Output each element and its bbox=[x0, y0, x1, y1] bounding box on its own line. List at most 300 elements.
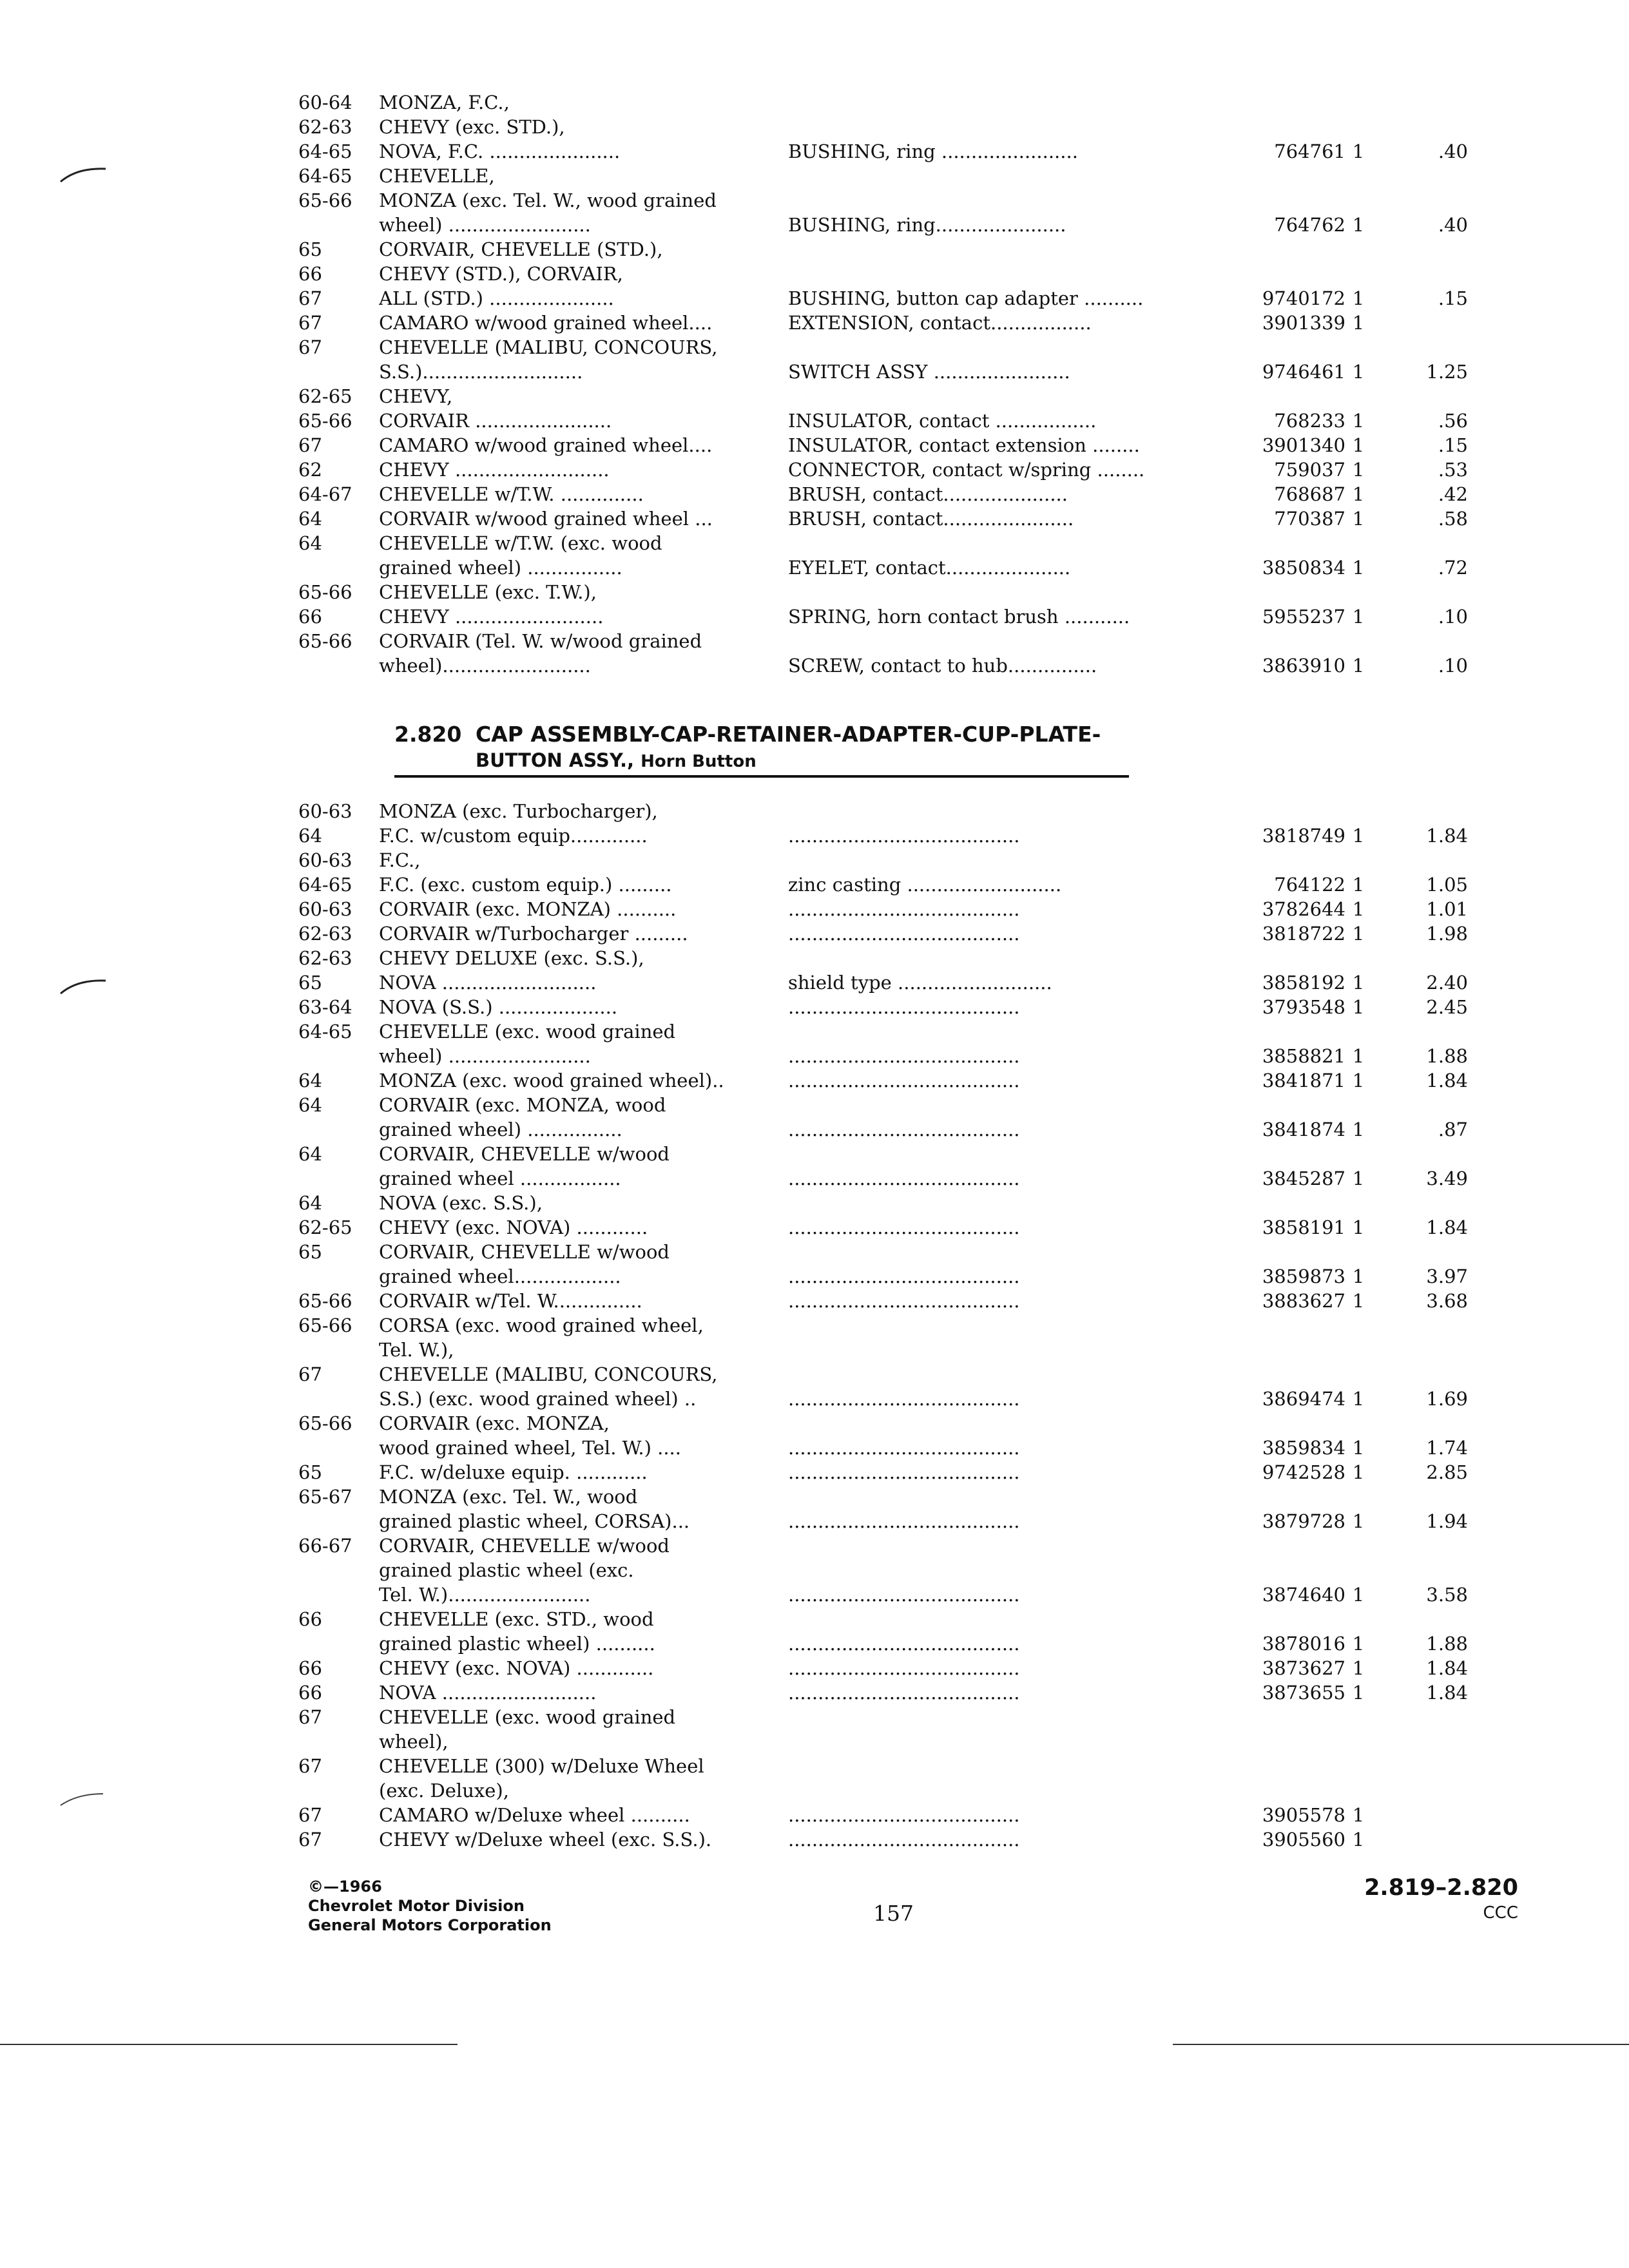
model-year: 62 bbox=[298, 459, 322, 481]
section-title: CAP ASSEMBLY-CAP-RETAINER-ADAPTER-CUP-PLATE- bbox=[476, 722, 1101, 747]
price: 1.84 bbox=[1426, 1216, 1468, 1238]
quantity: 1 bbox=[1352, 434, 1365, 456]
part-description: ....................................... bbox=[788, 923, 1020, 945]
model-application: CORVAIR w/Tel. W............... bbox=[379, 1290, 642, 1312]
model-application: CORVAIR w/Turbocharger ......... bbox=[379, 923, 688, 945]
price: 1.98 bbox=[1426, 923, 1468, 945]
price: 3.68 bbox=[1426, 1290, 1468, 1312]
part-description: ....................................... bbox=[788, 1045, 1020, 1067]
price: 3.58 bbox=[1426, 1584, 1468, 1606]
table-row bbox=[298, 1680, 1484, 1705]
model-year: 62-63 bbox=[298, 923, 352, 945]
part-number: 9742528 bbox=[1262, 1461, 1345, 1483]
table-row bbox=[298, 1117, 1484, 1142]
table-row bbox=[298, 1754, 1484, 1778]
quantity: 1 bbox=[1352, 825, 1365, 847]
part-description: ....................................... bbox=[788, 1119, 1020, 1140]
table-row bbox=[298, 1485, 1484, 1509]
table-row bbox=[298, 1607, 1484, 1631]
part-number: 3874640 bbox=[1262, 1584, 1345, 1606]
price: 1.25 bbox=[1426, 361, 1468, 383]
model-year: 64 bbox=[298, 1070, 322, 1091]
model-year: 64-65 bbox=[298, 874, 352, 896]
part-description: EXTENSION, contact................. bbox=[788, 312, 1092, 334]
model-application: grained plastic wheel (exc. bbox=[379, 1559, 634, 1581]
model-application: NOVA .......................... bbox=[379, 972, 597, 994]
price: .42 bbox=[1438, 483, 1468, 505]
model-year: 64-67 bbox=[298, 483, 352, 505]
table-row bbox=[298, 1631, 1484, 1656]
quantity: 1 bbox=[1352, 923, 1365, 945]
model-application: grained wheel) ................ bbox=[379, 1119, 622, 1140]
table-row bbox=[298, 237, 1484, 262]
table-row bbox=[298, 1313, 1484, 1338]
model-year: 67 bbox=[298, 1829, 322, 1850]
table-row bbox=[298, 311, 1484, 335]
quantity: 1 bbox=[1352, 459, 1365, 481]
table-row bbox=[298, 1705, 1484, 1729]
model-application: CORSA (exc. wood grained wheel, bbox=[379, 1314, 704, 1336]
page-number: 157 bbox=[873, 1901, 914, 1926]
model-year: 65 bbox=[298, 1461, 322, 1483]
part-number: 3858821 bbox=[1262, 1045, 1345, 1067]
part-description: zinc casting .......................... bbox=[788, 874, 1062, 896]
division-name: Chevrolet Motor Division bbox=[308, 1897, 525, 1915]
part-description: ....................................... bbox=[788, 1216, 1020, 1238]
price: .15 bbox=[1438, 287, 1468, 309]
quantity: 1 bbox=[1352, 1070, 1365, 1091]
model-application: CORVAIR, CHEVELLE w/wood bbox=[379, 1535, 670, 1557]
part-description: ....................................... bbox=[788, 1265, 1020, 1287]
part-description: ....................................... bbox=[788, 1388, 1020, 1410]
model-year: 60-64 bbox=[298, 91, 352, 113]
model-year: 67 bbox=[298, 434, 322, 456]
table-row bbox=[298, 799, 1484, 823]
model-application: (exc. Deluxe), bbox=[379, 1780, 509, 1802]
binder-mark-1 bbox=[58, 161, 110, 187]
part-number: 3869474 bbox=[1262, 1388, 1345, 1410]
scan-edge-left bbox=[0, 2044, 458, 2045]
price: 1.01 bbox=[1426, 898, 1468, 920]
part-number: 3878016 bbox=[1262, 1633, 1345, 1655]
model-year: 65 bbox=[298, 972, 322, 994]
model-application: MONZA, F.C., bbox=[379, 91, 510, 113]
model-year: 62-63 bbox=[298, 947, 352, 969]
model-application: CHEVELLE (MALIBU, CONCOURS, bbox=[379, 1363, 718, 1385]
scan-edge-right bbox=[1173, 2044, 1629, 2045]
quantity: 1 bbox=[1352, 1461, 1365, 1483]
price: .15 bbox=[1438, 434, 1468, 456]
model-application: CORVAIR, CHEVELLE (STD.), bbox=[379, 238, 663, 260]
section-number: 2.820 bbox=[394, 722, 462, 747]
quantity: 1 bbox=[1352, 557, 1365, 579]
model-application: NOVA .......................... bbox=[379, 1682, 597, 1704]
part-number: 3850834 bbox=[1262, 557, 1345, 579]
part-description: BRUSH, contact..................... bbox=[788, 483, 1068, 505]
part-number: 768233 bbox=[1274, 410, 1345, 432]
model-application: ALL (STD.) ..................... bbox=[379, 287, 614, 309]
table-row bbox=[298, 115, 1484, 139]
part-number: 770387 bbox=[1274, 508, 1345, 530]
price: .58 bbox=[1438, 508, 1468, 530]
model-year: 64 bbox=[298, 1094, 322, 1116]
model-application: CHEVELLE, bbox=[379, 165, 495, 187]
model-application: MONZA (exc. Turbocharger), bbox=[379, 800, 658, 822]
table-row bbox=[298, 1558, 1484, 1582]
section-subtitle: Horn Button bbox=[641, 752, 757, 771]
model-application: NOVA (S.S.) .................... bbox=[379, 996, 618, 1018]
table-row bbox=[298, 1436, 1484, 1460]
part-number: 3859873 bbox=[1262, 1265, 1345, 1287]
model-application: F.C., bbox=[379, 849, 421, 871]
price: .10 bbox=[1438, 606, 1468, 628]
part-number: 9740172 bbox=[1262, 287, 1345, 309]
model-application: CORVAIR ....................... bbox=[379, 410, 612, 432]
model-application: CORVAIR (exc. MONZA, bbox=[379, 1412, 610, 1434]
quantity: 1 bbox=[1352, 874, 1365, 896]
quantity: 1 bbox=[1352, 361, 1365, 383]
model-year: 65 bbox=[298, 238, 322, 260]
quantity: 1 bbox=[1352, 483, 1365, 505]
model-application: CHEVY ......................... bbox=[379, 606, 604, 628]
catalog-code: CCC bbox=[1483, 1903, 1518, 1923]
model-application: CAMARO w/wood grained wheel.... bbox=[379, 312, 713, 334]
part-number: 764762 bbox=[1274, 214, 1345, 236]
model-year: 64-65 bbox=[298, 140, 352, 162]
quantity: 1 bbox=[1352, 410, 1365, 432]
quantity: 1 bbox=[1352, 312, 1365, 334]
model-application: CAMARO w/wood grained wheel.... bbox=[379, 434, 713, 456]
table-row bbox=[298, 1093, 1484, 1117]
model-year: 66-67 bbox=[298, 1535, 352, 1557]
table-row bbox=[298, 1460, 1484, 1485]
table-row bbox=[298, 286, 1484, 311]
model-application: S.S.)........................... bbox=[379, 361, 583, 383]
model-year: 63-64 bbox=[298, 996, 352, 1018]
quantity: 1 bbox=[1352, 287, 1365, 309]
part-number: 3873627 bbox=[1262, 1657, 1345, 1679]
price: 1.69 bbox=[1426, 1388, 1468, 1410]
table-row bbox=[298, 1068, 1484, 1093]
part-number: 3905578 bbox=[1262, 1804, 1345, 1826]
table-row bbox=[298, 1264, 1484, 1289]
table-row bbox=[298, 629, 1484, 653]
quantity: 1 bbox=[1352, 972, 1365, 994]
table-row bbox=[298, 335, 1484, 360]
table-row bbox=[298, 1387, 1484, 1411]
binder-mark-3 bbox=[58, 1785, 110, 1811]
model-year: 60-63 bbox=[298, 898, 352, 920]
part-number: 768687 bbox=[1274, 483, 1345, 505]
section-rule bbox=[394, 775, 1129, 778]
table-row bbox=[298, 995, 1484, 1019]
quantity: 1 bbox=[1352, 1168, 1365, 1189]
quantity: 1 bbox=[1352, 1829, 1365, 1850]
part-description: ....................................... bbox=[788, 1461, 1020, 1483]
model-application: wheel) ........................ bbox=[379, 214, 591, 236]
part-description: INSULATOR, contact ................. bbox=[788, 410, 1097, 432]
price: 1.84 bbox=[1426, 1657, 1468, 1679]
part-number: 3818722 bbox=[1262, 923, 1345, 945]
table-row bbox=[298, 90, 1484, 115]
section-title-line1 bbox=[394, 720, 1129, 749]
part-description: ....................................... bbox=[788, 1510, 1020, 1532]
quantity: 1 bbox=[1352, 1682, 1365, 1704]
table-row bbox=[298, 872, 1484, 897]
table-row bbox=[298, 1827, 1484, 1852]
part-number: 3879728 bbox=[1262, 1510, 1345, 1532]
model-application: CHEVY (exc. NOVA) ............ bbox=[379, 1216, 648, 1238]
model-application: CORVAIR (Tel. W. w/wood grained bbox=[379, 630, 702, 652]
price: .40 bbox=[1438, 214, 1468, 236]
model-application: Tel. W.), bbox=[379, 1339, 454, 1361]
section-range-block bbox=[1315, 1874, 1518, 1924]
section-title-line2 bbox=[394, 749, 1129, 773]
model-year: 67 bbox=[298, 1804, 322, 1826]
model-application: grained wheel) ................ bbox=[379, 557, 622, 579]
model-year: 65-66 bbox=[298, 189, 352, 211]
model-application: CHEVY (STD.), CORVAIR, bbox=[379, 263, 623, 285]
model-application: wood grained wheel, Tel. W.) .... bbox=[379, 1437, 681, 1459]
table-row bbox=[298, 1803, 1484, 1827]
model-application: F.C. (exc. custom equip.) ......... bbox=[379, 874, 672, 896]
price: 1.94 bbox=[1426, 1510, 1468, 1532]
copyright: ©—1966 bbox=[308, 1878, 382, 1896]
table-row bbox=[298, 1582, 1484, 1607]
part-description: ....................................... bbox=[788, 1804, 1020, 1826]
table-row bbox=[298, 580, 1484, 604]
table-row bbox=[298, 506, 1484, 531]
table-row bbox=[298, 604, 1484, 629]
model-year: 60-63 bbox=[298, 849, 352, 871]
part-number: 3818749 bbox=[1262, 825, 1345, 847]
model-application: CHEVY w/Deluxe wheel (exc. S.S.). bbox=[379, 1829, 712, 1850]
model-application: CORVAIR (exc. MONZA) .......... bbox=[379, 898, 677, 920]
part-description: ....................................... bbox=[788, 1584, 1020, 1606]
part-description: ....................................... bbox=[788, 898, 1020, 920]
table-row bbox=[298, 848, 1484, 872]
model-application: CORVAIR w/wood grained wheel ... bbox=[379, 508, 713, 530]
part-description: ....................................... bbox=[788, 1682, 1020, 1704]
model-year: 62-65 bbox=[298, 1216, 352, 1238]
part-number: 3858192 bbox=[1262, 972, 1345, 994]
model-year: 65-66 bbox=[298, 410, 352, 432]
part-number: 3793548 bbox=[1262, 996, 1345, 1018]
model-application: CHEVELLE w/T.W. .............. bbox=[379, 483, 644, 505]
part-number: 3782644 bbox=[1262, 898, 1345, 920]
part-description: ....................................... bbox=[788, 1168, 1020, 1189]
part-description: ....................................... bbox=[788, 1633, 1020, 1655]
model-year: 62-63 bbox=[298, 116, 352, 138]
part-description: SCREW, contact to hub............... bbox=[788, 655, 1097, 677]
model-year: 65-67 bbox=[298, 1486, 352, 1508]
model-application: NOVA (exc. S.S.), bbox=[379, 1192, 543, 1214]
price: .40 bbox=[1438, 140, 1468, 162]
model-application: CHEVY .......................... bbox=[379, 459, 610, 481]
model-application: MONZA (exc. Tel. W., wood bbox=[379, 1486, 638, 1508]
price: 3.49 bbox=[1426, 1168, 1468, 1189]
price: .56 bbox=[1438, 410, 1468, 432]
part-description: ....................................... bbox=[788, 1437, 1020, 1459]
part-number: 5955237 bbox=[1262, 606, 1345, 628]
model-application: MONZA (exc. wood grained wheel).. bbox=[379, 1070, 724, 1091]
table-row bbox=[298, 823, 1484, 848]
table-row bbox=[298, 1362, 1484, 1387]
part-number: 3901340 bbox=[1262, 434, 1345, 456]
price: 1.84 bbox=[1426, 1682, 1468, 1704]
quantity: 1 bbox=[1352, 996, 1365, 1018]
price: 2.45 bbox=[1426, 996, 1468, 1018]
quantity: 1 bbox=[1352, 1119, 1365, 1140]
part-description: SWITCH ASSY ....................... bbox=[788, 361, 1070, 383]
model-application: CHEVELLE (300) w/Deluxe Wheel bbox=[379, 1755, 704, 1777]
table-row bbox=[298, 921, 1484, 946]
model-application: CHEVY DELUXE (exc. S.S.), bbox=[379, 947, 644, 969]
table-row bbox=[298, 653, 1484, 678]
table-row bbox=[298, 1778, 1484, 1803]
table-row bbox=[298, 139, 1484, 164]
quantity: 1 bbox=[1352, 1437, 1365, 1459]
price: 1.88 bbox=[1426, 1633, 1468, 1655]
model-application: grained plastic wheel, CORSA)... bbox=[379, 1510, 690, 1532]
table-row bbox=[298, 1338, 1484, 1362]
part-description: BRUSH, contact...................... bbox=[788, 508, 1074, 530]
section-range: 2.819–2.820 bbox=[1364, 1875, 1518, 1901]
section-title-cont: BUTTON ASSY., bbox=[476, 749, 635, 771]
model-year: 60-63 bbox=[298, 800, 352, 822]
model-year: 65 bbox=[298, 1241, 322, 1263]
model-application: grained plastic wheel) .......... bbox=[379, 1633, 655, 1655]
table-row bbox=[298, 1729, 1484, 1754]
quantity: 1 bbox=[1352, 140, 1365, 162]
part-description: ....................................... bbox=[788, 996, 1020, 1018]
model-application: F.C. w/custom equip............. bbox=[379, 825, 648, 847]
model-year: 66 bbox=[298, 263, 322, 285]
part-number: 764761 bbox=[1274, 140, 1345, 162]
part-number: 3859834 bbox=[1262, 1437, 1345, 1459]
part-description: ....................................... bbox=[788, 1829, 1020, 1850]
model-application: CHEVELLE (exc. wood grained bbox=[379, 1021, 676, 1043]
part-description: CONNECTOR, contact w/spring ........ bbox=[788, 459, 1145, 481]
model-application: CORVAIR, CHEVELLE w/wood bbox=[379, 1143, 670, 1165]
part-number: 3905560 bbox=[1262, 1829, 1345, 1850]
quantity: 1 bbox=[1352, 1045, 1365, 1067]
model-application: CHEVY, bbox=[379, 385, 453, 407]
parts-table-upper bbox=[298, 90, 1484, 678]
model-year: 62-65 bbox=[298, 385, 352, 407]
model-year: 67 bbox=[298, 1755, 322, 1777]
parts-table-horn-button bbox=[298, 799, 1484, 1852]
table-row bbox=[298, 1289, 1484, 1313]
table-row bbox=[298, 531, 1484, 555]
model-application: CHEVELLE (MALIBU, CONCOURS, bbox=[379, 336, 718, 358]
quantity: 1 bbox=[1352, 214, 1365, 236]
part-description: ....................................... bbox=[788, 1657, 1020, 1679]
price: .72 bbox=[1438, 557, 1468, 579]
model-application: CAMARO w/Deluxe wheel .......... bbox=[379, 1804, 690, 1826]
quantity: 1 bbox=[1352, 1633, 1365, 1655]
quantity: 1 bbox=[1352, 1388, 1365, 1410]
table-row bbox=[298, 1240, 1484, 1264]
model-application: CORVAIR (exc. MONZA, wood bbox=[379, 1094, 666, 1116]
part-description: SPRING, horn contact brush ........... bbox=[788, 606, 1130, 628]
model-application: CHEVY (exc. NOVA) ............. bbox=[379, 1657, 654, 1679]
quantity: 1 bbox=[1352, 606, 1365, 628]
price: .10 bbox=[1438, 655, 1468, 677]
model-application: wheel)......................... bbox=[379, 655, 591, 677]
table-row bbox=[298, 384, 1484, 408]
part-number: 3873655 bbox=[1262, 1682, 1345, 1704]
model-year: 66 bbox=[298, 1682, 322, 1704]
model-year: 64 bbox=[298, 508, 322, 530]
quantity: 1 bbox=[1352, 1290, 1365, 1312]
table-row bbox=[298, 164, 1484, 188]
model-year: 67 bbox=[298, 312, 322, 334]
part-number: 3883627 bbox=[1262, 1290, 1345, 1312]
model-year: 65-66 bbox=[298, 630, 352, 652]
model-year: 64 bbox=[298, 1192, 322, 1214]
table-row bbox=[298, 897, 1484, 921]
table-row bbox=[298, 262, 1484, 286]
price: 1.05 bbox=[1426, 874, 1468, 896]
model-year: 64 bbox=[298, 1143, 322, 1165]
model-application: CHEVELLE w/T.W. (exc. wood bbox=[379, 532, 662, 554]
model-year: 64-65 bbox=[298, 1021, 352, 1043]
quantity: 1 bbox=[1352, 508, 1365, 530]
part-number: 3845287 bbox=[1262, 1168, 1345, 1189]
table-row bbox=[298, 408, 1484, 433]
table-row bbox=[298, 482, 1484, 506]
section-heading bbox=[394, 720, 1129, 778]
table-row bbox=[298, 1044, 1484, 1068]
part-number: 3841871 bbox=[1262, 1070, 1345, 1091]
price: .87 bbox=[1438, 1119, 1468, 1140]
quantity: 1 bbox=[1352, 1265, 1365, 1287]
table-row bbox=[298, 433, 1484, 457]
table-row bbox=[298, 1191, 1484, 1215]
quantity: 1 bbox=[1352, 1804, 1365, 1826]
binder-mark-2 bbox=[58, 973, 110, 999]
quantity: 1 bbox=[1352, 1657, 1365, 1679]
model-application: CHEVELLE (exc. wood grained bbox=[379, 1706, 676, 1728]
model-application: CHEVELLE (exc. T.W.), bbox=[379, 581, 597, 603]
table-row bbox=[298, 1215, 1484, 1240]
table-row bbox=[298, 1656, 1484, 1680]
price: 1.84 bbox=[1426, 1070, 1468, 1091]
quantity: 1 bbox=[1352, 898, 1365, 920]
table-row bbox=[298, 1411, 1484, 1436]
table-row bbox=[298, 1142, 1484, 1166]
table-row bbox=[298, 946, 1484, 970]
part-description: BUSHING, button cap adapter .......... bbox=[788, 287, 1144, 309]
model-year: 65-66 bbox=[298, 581, 352, 603]
part-description: INSULATOR, contact extension ........ bbox=[788, 434, 1140, 456]
model-year: 65-66 bbox=[298, 1412, 352, 1434]
model-year: 67 bbox=[298, 1363, 322, 1385]
part-number: 3841874 bbox=[1262, 1119, 1345, 1140]
model-application: CHEVELLE (exc. STD., wood bbox=[379, 1608, 654, 1630]
price: 3.97 bbox=[1426, 1265, 1468, 1287]
model-year: 67 bbox=[298, 1706, 322, 1728]
model-application: NOVA, F.C. ...................... bbox=[379, 140, 621, 162]
part-number: 9746461 bbox=[1262, 361, 1345, 383]
model-year: 67 bbox=[298, 287, 322, 309]
table-row bbox=[298, 970, 1484, 995]
table-row bbox=[298, 1533, 1484, 1558]
table-row bbox=[298, 555, 1484, 580]
table-row bbox=[298, 1509, 1484, 1533]
table-row bbox=[298, 213, 1484, 237]
